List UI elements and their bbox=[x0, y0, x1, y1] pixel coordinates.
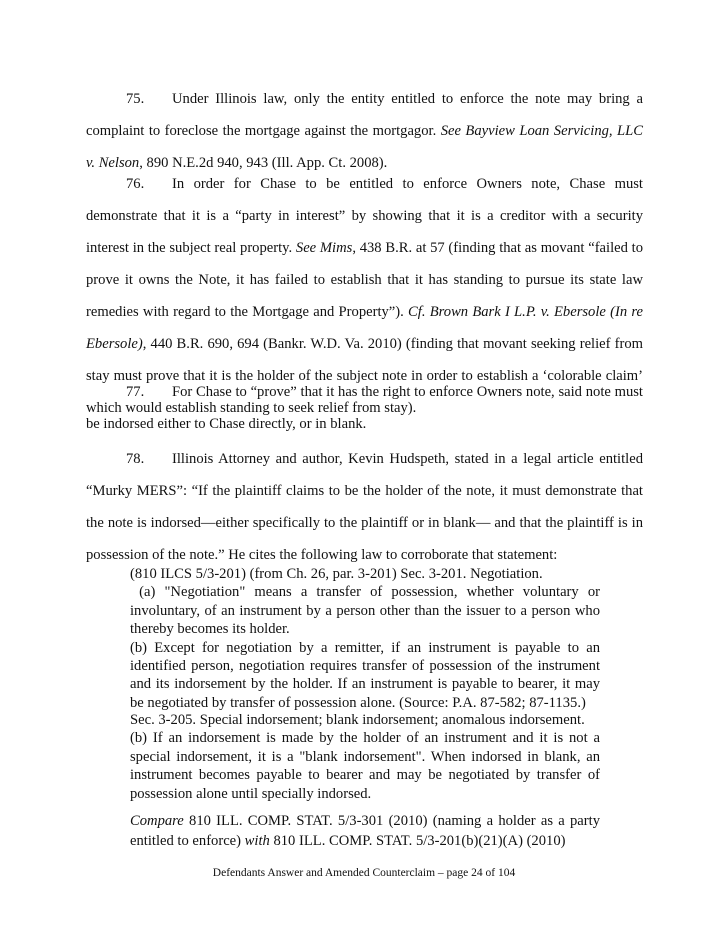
citation-text: 810 ILL. COMP. STAT. 5/3-301 (2010) (naming a holder as a party entitled to enforce) bbox=[130, 813, 600, 849]
signal-compare: Compare bbox=[130, 813, 184, 829]
statute-quote-indorsement bbox=[130, 711, 600, 803]
statute-paragraph-a: (a) "Negotiation" means a transfer of possession, whether voluntary or involuntary, of an instrument by a person other than the issuer to a person who thereby becomes its holder. bbox=[130, 584, 604, 638]
paragraph-text: For Chase to “prove” that it has the right to enforce Owners note, said note must be indorsed either to Chase directly, or in blank. bbox=[86, 384, 643, 432]
statute-paragraph-b: (b) If an indorsement is made by the holder of an instrument and it is not a special indorsement, it is a "blank indorsement". When indorsed in blank, an instrument becomes payable to bearer and may be negotiated by transfer of possession alone until specially indorsed. bbox=[130, 730, 600, 802]
paragraph-text: Under Illinois law, only the entity entitled to enforce the note may bring a complaint to foreclose the mortgage against the mortgagor. bbox=[86, 91, 643, 139]
statute-heading: Sec. 3-205. Special indorsement; blank indorsement; anomalous indorsement. bbox=[130, 712, 585, 728]
paragraph-number: 77. bbox=[126, 384, 145, 400]
paragraph-text: In order for Chase to be entitled to enforce Owners note, Chase must demonstrate that it is a “party in interest” by showing that it is a creditor with a security interest in the subject real property. bbox=[86, 176, 643, 256]
paragraph-78 bbox=[86, 443, 643, 571]
statute-quote-negotiation bbox=[130, 565, 604, 712]
case-citation: See Mims bbox=[295, 240, 353, 256]
statute-heading: (810 ILCS 5/3-201) (from Ch. 26, par. 3-201) Sec. 3-201. Negotiation. bbox=[130, 566, 543, 582]
paragraph-77 bbox=[86, 376, 643, 440]
case-citation: Cf. Brown Bark I L.P. v. Ebersole (In re Ebersole) bbox=[86, 304, 644, 352]
page-footer: Defendants Answer and Amended Counterclaim – page 24 of 104 bbox=[212, 867, 516, 879]
paragraph-text: , 438 B.R. at 57 (finding that as movant “failed to prove it owns the Note, it has failed to establish that it has standing to pursue its state law remedies with regard to the Mortgage and Property”). bbox=[86, 240, 643, 320]
paragraph-number: 76. bbox=[126, 176, 145, 192]
paragraph-text: , 440 B.R. 690, 694 (Bankr. W.D. Va. 2010) (finding that movant seeking relief from stay must prove that it is the holder of the subject note in order to establish a ‘colorable claim’ which would establish standing to seek relief from stay). bbox=[86, 336, 643, 416]
case-citation: See Bayview Loan Servicing, LLC v. Nelson bbox=[86, 123, 644, 171]
paragraph-text: , 890 N.E.2d 940, 943 (Ill. App. Ct. 2008). bbox=[139, 155, 388, 171]
statute-paragraph-b: (b) Except for negotiation by a remitter, if an instrument is payable to an identified person, negotiation requires transfer of possession of the instrument and its indorsement by the holder. If an instrument is payable to bearer, it may be negotiated by transfer of possession alone. (Source: P.A. 87-582; 87-1135.) bbox=[130, 639, 600, 711]
paragraph-number: 78. bbox=[126, 451, 145, 467]
paragraph-number: 75. bbox=[126, 91, 145, 107]
paragraph-75 bbox=[86, 83, 643, 179]
paragraph-text: Illinois Attorney and author, Kevin Hudspeth, stated in a legal article entitled “Murky MERS”: “If the plaintiff claims to be the holder of the note, it must demonstrate that the note is indorsed—either specifically to the plaintiff or in blank— and that the plaintiff is in possession of the note.” He cites the following law to corroborate that statement: bbox=[86, 451, 643, 563]
citation-text: 810 ILL. COMP. STAT. 5/3-201(b)(21)(A) (2010) bbox=[269, 833, 566, 849]
comparison-citation bbox=[130, 811, 600, 851]
signal-with: with bbox=[244, 833, 270, 849]
